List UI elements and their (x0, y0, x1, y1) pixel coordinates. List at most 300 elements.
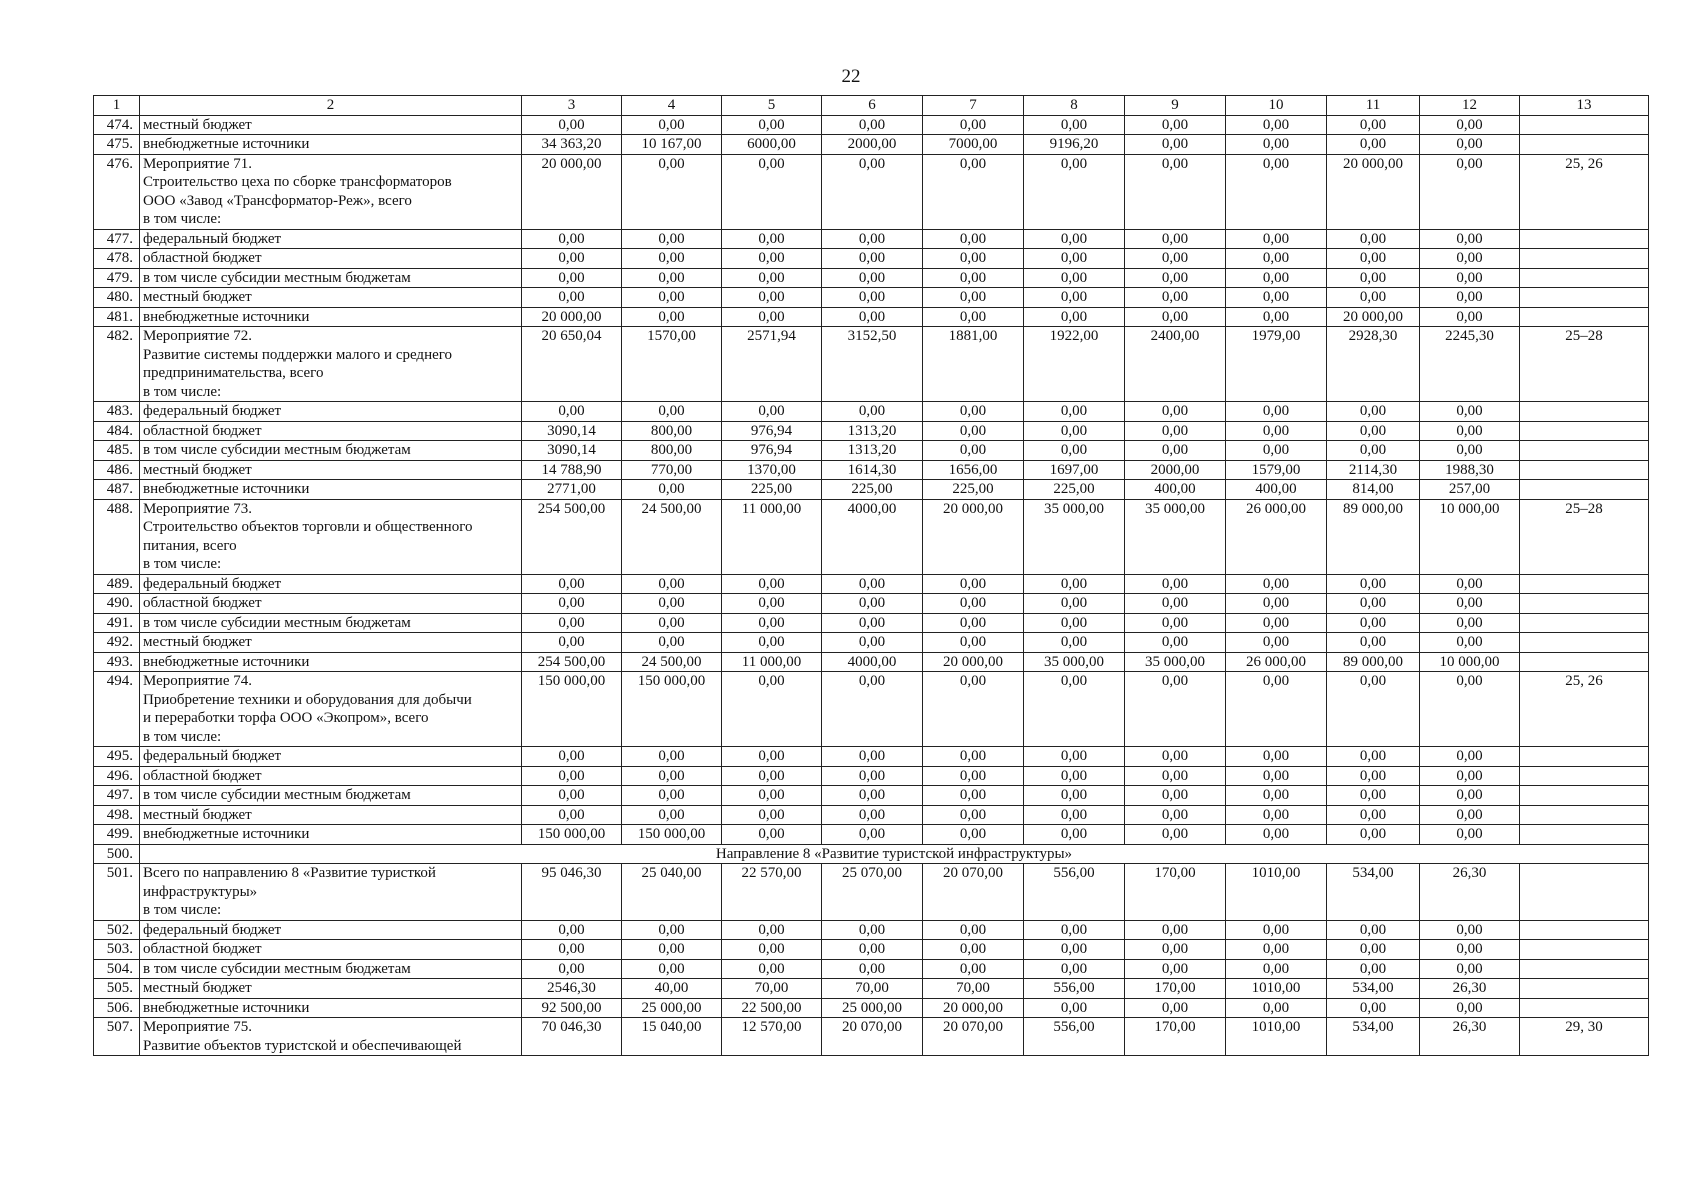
value-cell: 0,00 (1327, 747, 1420, 767)
value-cell: 0,00 (522, 920, 622, 940)
value-cell: 20 000,00 (1327, 307, 1420, 327)
value-cell: 1656,00 (923, 460, 1024, 480)
value-cell: 0,00 (722, 940, 822, 960)
value-cell: 0,00 (822, 633, 923, 653)
value-cell: 400,00 (1125, 480, 1226, 500)
value-cell: 0,00 (1125, 920, 1226, 940)
value-cell: 0,00 (1024, 115, 1125, 135)
value-cell: 0,00 (1024, 998, 1125, 1018)
value-cell: 3152,50 (822, 327, 923, 402)
value-cell: 0,00 (722, 613, 822, 633)
header-cell: 6 (822, 96, 923, 116)
table-row (94, 249, 1649, 269)
row-name (140, 864, 522, 921)
target-ref-cell (1520, 441, 1649, 461)
row-name (140, 327, 522, 402)
row-name-line: Мероприятие 75. (143, 1019, 252, 1035)
value-cell: 556,00 (1024, 1018, 1125, 1056)
value-cell: 0,00 (822, 307, 923, 327)
value-cell: 0,00 (622, 594, 722, 614)
row-number: 507. (94, 1018, 140, 1056)
value-cell: 0,00 (1327, 574, 1420, 594)
header-cell: 1 (94, 96, 140, 116)
value-cell: 170,00 (1125, 979, 1226, 999)
value-cell: 0,00 (923, 421, 1024, 441)
value-cell: 0,00 (1125, 940, 1226, 960)
value-cell: 0,00 (1226, 959, 1327, 979)
value-cell: 20 000,00 (1327, 154, 1420, 229)
row-name (140, 249, 522, 269)
header-cell: 4 (622, 96, 722, 116)
value-cell: 0,00 (622, 920, 722, 940)
row-number: 504. (94, 959, 140, 979)
value-cell: 0,00 (923, 825, 1024, 845)
value-cell: 0,00 (1125, 766, 1226, 786)
value-cell: 0,00 (822, 747, 923, 767)
row-name-line: Развитие объектов туристской и обеспечивающей (143, 1037, 462, 1054)
row-name-line: предпринимательства, всего (143, 365, 324, 381)
value-cell: 0,00 (923, 574, 1024, 594)
value-cell: 0,00 (722, 229, 822, 249)
value-cell: 0,00 (1125, 594, 1226, 614)
row-name (140, 402, 522, 422)
table-row (94, 460, 1649, 480)
value-cell: 814,00 (1327, 480, 1420, 500)
value-cell: 0,00 (1125, 135, 1226, 155)
value-cell: 0,00 (1024, 940, 1125, 960)
row-name (140, 421, 522, 441)
value-cell: 2000,00 (822, 135, 923, 155)
row-name-line: ООО «Завод «Трансформатор-Реж», всего (143, 192, 412, 209)
row-name-line: в том числе субсидии местным бюджетам (143, 442, 411, 458)
row-name (140, 499, 522, 574)
row-name (140, 979, 522, 999)
table-row (94, 288, 1649, 308)
value-cell: 0,00 (923, 441, 1024, 461)
target-ref-cell (1520, 574, 1649, 594)
value-cell: 20 070,00 (822, 1018, 923, 1056)
value-cell: 0,00 (522, 747, 622, 767)
value-cell: 4000,00 (822, 499, 923, 574)
section-heading: Направление 8 «Развитие туристской инфраструктуры» (140, 844, 1649, 864)
value-cell: 20 070,00 (923, 1018, 1024, 1056)
value-cell: 0,00 (1226, 613, 1327, 633)
value-cell: 0,00 (1327, 672, 1420, 747)
value-cell: 534,00 (1327, 864, 1420, 921)
row-name (140, 135, 522, 155)
value-cell: 0,00 (822, 402, 923, 422)
row-number: 487. (94, 480, 140, 500)
header-cell: 7 (923, 96, 1024, 116)
value-cell: 0,00 (522, 288, 622, 308)
value-cell: 770,00 (622, 460, 722, 480)
value-cell: 0,00 (1226, 672, 1327, 747)
value-cell: 0,00 (1327, 940, 1420, 960)
row-number: 483. (94, 402, 140, 422)
value-cell: 0,00 (1024, 574, 1125, 594)
value-cell: 2400,00 (1125, 327, 1226, 402)
value-cell: 0,00 (1327, 115, 1420, 135)
value-cell: 0,00 (1420, 940, 1520, 960)
value-cell: 0,00 (1226, 249, 1327, 269)
row-name (140, 747, 522, 767)
target-ref-cell (1520, 460, 1649, 480)
value-cell: 0,00 (1024, 633, 1125, 653)
value-cell: 40,00 (622, 979, 722, 999)
value-cell: 0,00 (1420, 288, 1520, 308)
value-cell: 0,00 (522, 786, 622, 806)
value-cell: 0,00 (1226, 998, 1327, 1018)
target-ref-cell (1520, 979, 1649, 999)
value-cell: 11 000,00 (722, 499, 822, 574)
row-name (140, 288, 522, 308)
value-cell: 257,00 (1420, 480, 1520, 500)
value-cell: 89 000,00 (1327, 499, 1420, 574)
row-name-line: инфраструктуры» (143, 883, 258, 900)
row-name-line: внебюджетные источники (143, 136, 310, 152)
value-cell: 0,00 (722, 633, 822, 653)
value-cell: 35 000,00 (1125, 652, 1226, 672)
row-name-line: Мероприятие 72. (143, 328, 252, 344)
value-cell: 0,00 (1327, 402, 1420, 422)
value-cell: 0,00 (1226, 747, 1327, 767)
target-ref-cell (1520, 229, 1649, 249)
value-cell: 400,00 (1226, 480, 1327, 500)
row-name (140, 268, 522, 288)
value-cell: 26 000,00 (1226, 652, 1327, 672)
value-cell: 0,00 (522, 940, 622, 960)
value-cell: 0,00 (1226, 402, 1327, 422)
table-row (94, 633, 1649, 653)
table-row (94, 268, 1649, 288)
value-cell: 20 650,04 (522, 327, 622, 402)
value-cell: 0,00 (1226, 421, 1327, 441)
row-number: 505. (94, 979, 140, 999)
value-cell: 35 000,00 (1125, 499, 1226, 574)
value-cell: 0,00 (1226, 268, 1327, 288)
table-row (94, 154, 1649, 229)
value-cell: 0,00 (1226, 441, 1327, 461)
header-cell: 9 (1125, 96, 1226, 116)
value-cell: 0,00 (622, 154, 722, 229)
row-number: 481. (94, 307, 140, 327)
value-cell: 0,00 (722, 288, 822, 308)
value-cell: 0,00 (1420, 672, 1520, 747)
target-ref-cell (1520, 115, 1649, 135)
row-name (140, 480, 522, 500)
value-cell: 2000,00 (1125, 460, 1226, 480)
row-name (140, 307, 522, 327)
value-cell: 0,00 (622, 633, 722, 653)
row-name-line: Приобретение техники и оборудования для добычи (143, 691, 472, 708)
value-cell: 0,00 (1024, 959, 1125, 979)
value-cell: 0,00 (923, 613, 1024, 633)
value-cell: 20 000,00 (522, 154, 622, 229)
value-cell: 0,00 (1125, 268, 1226, 288)
value-cell: 0,00 (923, 747, 1024, 767)
value-cell: 0,00 (1420, 959, 1520, 979)
value-cell: 0,00 (622, 613, 722, 633)
table-body (94, 96, 1649, 1056)
target-ref-cell (1520, 652, 1649, 672)
value-cell: 0,00 (522, 115, 622, 135)
value-cell: 0,00 (622, 229, 722, 249)
value-cell: 0,00 (1024, 613, 1125, 633)
value-cell: 0,00 (1125, 613, 1226, 633)
value-cell: 0,00 (1125, 672, 1226, 747)
value-cell: 0,00 (1327, 613, 1420, 633)
row-name-line: Развитие системы поддержки малого и среднего (143, 346, 453, 363)
value-cell: 0,00 (822, 115, 923, 135)
value-cell: 0,00 (722, 805, 822, 825)
value-cell: 0,00 (722, 307, 822, 327)
value-cell: 0,00 (923, 633, 1024, 653)
row-name (140, 594, 522, 614)
value-cell: 22 500,00 (722, 998, 822, 1018)
row-name-line: в том числе: (143, 383, 222, 400)
value-cell: 9196,20 (1024, 135, 1125, 155)
row-name-line: Всего по направлению 8 «Развитие туристкой (143, 865, 436, 881)
value-cell: 0,00 (1226, 825, 1327, 845)
row-name-line: в том числе субсидии местным бюджетам (143, 269, 411, 286)
row-number: 486. (94, 460, 140, 480)
row-name-line: и переработки торфа ООО «Экопром», всего (143, 710, 429, 726)
target-ref-cell (1520, 940, 1649, 960)
value-cell: 0,00 (1420, 249, 1520, 269)
value-cell: 0,00 (1327, 268, 1420, 288)
value-cell: 0,00 (1226, 307, 1327, 327)
value-cell: 0,00 (822, 959, 923, 979)
value-cell: 1979,00 (1226, 327, 1327, 402)
target-ref-cell: 25, 26 (1520, 154, 1649, 229)
value-cell: 0,00 (1327, 998, 1420, 1018)
row-name-line: в том числе: (143, 728, 222, 745)
value-cell: 0,00 (923, 249, 1024, 269)
row-name (140, 786, 522, 806)
value-cell: 150 000,00 (522, 825, 622, 845)
row-name (140, 633, 522, 653)
value-cell: 70,00 (722, 979, 822, 999)
target-ref-cell: 29, 30 (1520, 1018, 1649, 1056)
table-row (94, 229, 1649, 249)
value-cell: 0,00 (722, 402, 822, 422)
table-row (94, 594, 1649, 614)
value-cell: 0,00 (1024, 268, 1125, 288)
value-cell: 0,00 (622, 288, 722, 308)
value-cell: 1988,30 (1420, 460, 1520, 480)
value-cell: 225,00 (722, 480, 822, 500)
value-cell: 0,00 (1125, 421, 1226, 441)
value-cell: 0,00 (1327, 825, 1420, 845)
row-name-line: местный бюджет (143, 634, 252, 650)
value-cell: 0,00 (1125, 288, 1226, 308)
value-cell: 0,00 (1420, 920, 1520, 940)
value-cell: 0,00 (522, 959, 622, 979)
value-cell: 0,00 (1125, 402, 1226, 422)
value-cell: 0,00 (1024, 920, 1125, 940)
value-cell: 20 000,00 (923, 998, 1024, 1018)
row-name-line: федеральный бюджет (143, 748, 282, 764)
value-cell: 2771,00 (522, 480, 622, 500)
row-name (140, 920, 522, 940)
value-cell: 0,00 (923, 786, 1024, 806)
row-number: 490. (94, 594, 140, 614)
value-cell: 0,00 (923, 268, 1024, 288)
value-cell: 0,00 (822, 766, 923, 786)
value-cell: 0,00 (1226, 805, 1327, 825)
value-cell: 0,00 (1327, 249, 1420, 269)
value-cell: 0,00 (622, 268, 722, 288)
value-cell: 170,00 (1125, 1018, 1226, 1056)
row-name-line: в том числе: (143, 902, 222, 918)
table-row (94, 402, 1649, 422)
value-cell: 1922,00 (1024, 327, 1125, 402)
value-cell: 0,00 (1420, 998, 1520, 1018)
value-cell: 0,00 (1024, 229, 1125, 249)
row-name-line: Мероприятие 73. (143, 500, 252, 517)
value-cell: 0,00 (722, 115, 822, 135)
value-cell: 0,00 (822, 574, 923, 594)
value-cell: 0,00 (1024, 249, 1125, 269)
value-cell: 12 570,00 (722, 1018, 822, 1056)
row-number: 479. (94, 268, 140, 288)
row-name (140, 652, 522, 672)
target-ref-cell (1520, 805, 1649, 825)
value-cell: 70 046,30 (522, 1018, 622, 1056)
value-cell: 35 000,00 (1024, 652, 1125, 672)
target-ref-cell (1520, 135, 1649, 155)
row-name-line: внебюджетные источники (143, 999, 310, 1016)
row-name-line: федеральный бюджет (143, 575, 282, 592)
value-cell: 0,00 (622, 249, 722, 269)
value-cell: 0,00 (1327, 633, 1420, 653)
table-row (94, 747, 1649, 767)
value-cell: 0,00 (622, 786, 722, 806)
value-cell: 89 000,00 (1327, 652, 1420, 672)
value-cell: 0,00 (522, 633, 622, 653)
value-cell: 0,00 (1327, 135, 1420, 155)
value-cell: 0,00 (822, 288, 923, 308)
value-cell: 0,00 (1226, 288, 1327, 308)
value-cell: 0,00 (1420, 154, 1520, 229)
value-cell: 0,00 (722, 249, 822, 269)
table-row (94, 421, 1649, 441)
value-cell: 225,00 (1024, 480, 1125, 500)
value-cell: 0,00 (722, 959, 822, 979)
target-ref-cell (1520, 402, 1649, 422)
row-name-line: местный бюджет (143, 806, 252, 823)
table-row (94, 920, 1649, 940)
value-cell: 150 000,00 (622, 825, 722, 845)
target-ref-cell: 25–28 (1520, 499, 1649, 574)
value-cell: 0,00 (1125, 633, 1226, 653)
target-ref-cell (1520, 825, 1649, 845)
value-cell: 0,00 (1420, 441, 1520, 461)
value-cell: 0,00 (1226, 154, 1327, 229)
value-cell: 0,00 (722, 594, 822, 614)
value-cell: 2245,30 (1420, 327, 1520, 402)
value-cell: 0,00 (1226, 115, 1327, 135)
value-cell: 0,00 (622, 480, 722, 500)
value-cell: 7000,00 (923, 135, 1024, 155)
value-cell: 0,00 (822, 594, 923, 614)
value-cell: 976,94 (722, 441, 822, 461)
table-row (94, 844, 1649, 864)
row-name (140, 441, 522, 461)
value-cell: 1010,00 (1226, 979, 1327, 999)
value-cell: 0,00 (1226, 633, 1327, 653)
value-cell: 0,00 (1420, 135, 1520, 155)
target-ref-cell (1520, 613, 1649, 633)
row-name-line: местный бюджет (143, 461, 252, 478)
target-ref-cell (1520, 920, 1649, 940)
table-row (94, 613, 1649, 633)
value-cell: 0,00 (923, 959, 1024, 979)
value-cell: 0,00 (1327, 421, 1420, 441)
value-cell: 0,00 (1024, 594, 1125, 614)
row-number: 503. (94, 940, 140, 960)
value-cell: 10 000,00 (1420, 652, 1520, 672)
value-cell: 0,00 (522, 613, 622, 633)
row-number: 482. (94, 327, 140, 402)
value-cell: 0,00 (622, 805, 722, 825)
table-row (94, 959, 1649, 979)
value-cell: 0,00 (1125, 747, 1226, 767)
table-row (94, 307, 1649, 327)
value-cell: 534,00 (1327, 1018, 1420, 1056)
value-cell: 0,00 (923, 288, 1024, 308)
value-cell: 0,00 (923, 805, 1024, 825)
value-cell: 1313,20 (822, 441, 923, 461)
target-ref-cell (1520, 786, 1649, 806)
target-ref-cell (1520, 268, 1649, 288)
value-cell: 15 040,00 (622, 1018, 722, 1056)
row-name (140, 825, 522, 845)
value-cell: 1697,00 (1024, 460, 1125, 480)
value-cell: 0,00 (1420, 574, 1520, 594)
row-number: 502. (94, 920, 140, 940)
value-cell: 0,00 (1125, 574, 1226, 594)
value-cell: 0,00 (822, 613, 923, 633)
row-name-line: федеральный бюджет (143, 230, 282, 247)
value-cell: 0,00 (1024, 307, 1125, 327)
value-cell: 24 500,00 (622, 499, 722, 574)
value-cell: 1370,00 (722, 460, 822, 480)
value-cell: 25 000,00 (622, 998, 722, 1018)
value-cell: 0,00 (923, 402, 1024, 422)
row-name (140, 1018, 522, 1056)
value-cell: 0,00 (722, 825, 822, 845)
row-name-line: внебюджетные источники (143, 826, 310, 842)
row-number: 475. (94, 135, 140, 155)
value-cell: 0,00 (522, 402, 622, 422)
row-name-line: питания, всего (143, 537, 237, 554)
value-cell: 0,00 (1125, 441, 1226, 461)
value-cell: 0,00 (622, 402, 722, 422)
value-cell: 34 363,20 (522, 135, 622, 155)
row-number: 477. (94, 229, 140, 249)
value-cell: 3090,14 (522, 441, 622, 461)
value-cell: 0,00 (1125, 786, 1226, 806)
row-number: 500. (94, 844, 140, 864)
row-name-line: федеральный бюджет (143, 403, 282, 419)
value-cell: 0,00 (1327, 229, 1420, 249)
value-cell: 0,00 (1420, 115, 1520, 135)
value-cell: 0,00 (1024, 786, 1125, 806)
value-cell: 0,00 (822, 249, 923, 269)
value-cell: 0,00 (822, 786, 923, 806)
value-cell: 0,00 (1226, 920, 1327, 940)
